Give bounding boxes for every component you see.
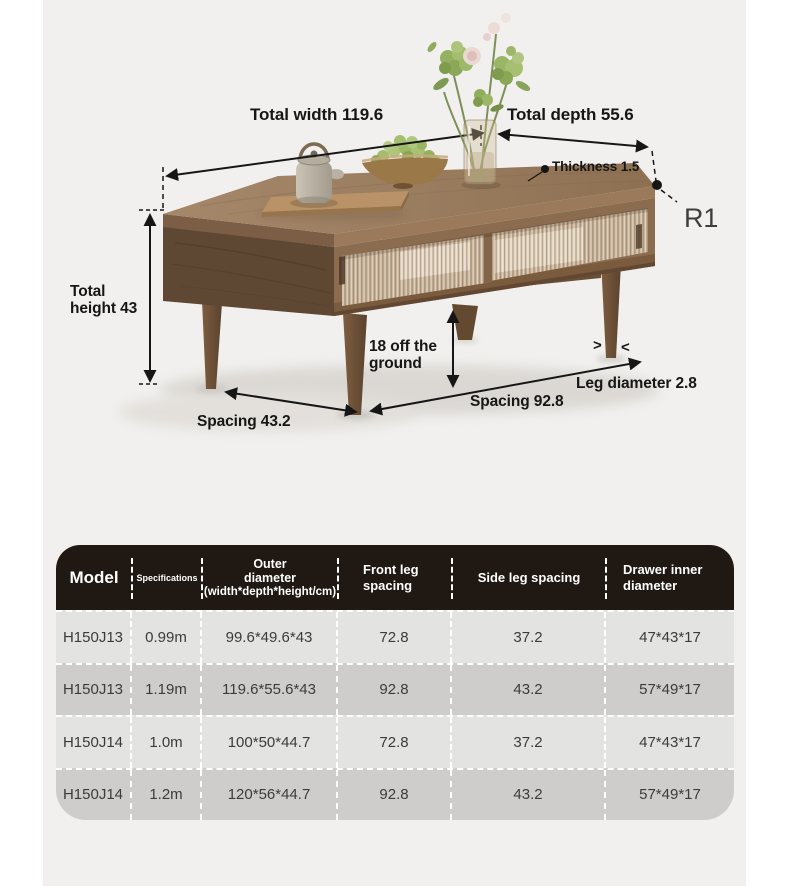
dimension-label-side-spacing: Spacing 43.2 [197,413,291,430]
spec-row [56,610,734,663]
spec-header-side-leg-spacing [452,545,606,610]
spec-cell-drawer-inner-diameter: 57*49*17 [639,786,701,804]
dimension-label-leg-diameter: Leg diameter 2.8 [576,375,697,392]
spec-cell-front-leg-spacing: 72.8 [338,612,452,663]
spec-table-header [56,545,734,610]
dimension-label-ground-clearance: 18 off the ground [369,338,437,373]
table-leg [601,261,621,358]
spec-cell-specification: 1.19m [132,665,202,716]
spec-cell-model: H150J13 [56,612,132,663]
dimension-label-front-spacing: Spacing 92.8 [470,393,564,410]
spec-header-model [56,545,132,610]
spec-cell-outer-diameter: 99.6*49.6*43 [202,612,338,663]
spec-header-drawer-inner-diameter-label: Drawer inner diameter [623,561,703,593]
spec-header-specifications [132,545,202,610]
spec-cell-front-leg-spacing: 72.8 [338,717,452,768]
door-handle [636,224,642,249]
spec-table [56,545,734,820]
dimension-label-thickness: Thickness 1.5 [552,159,640,174]
spec-cell-outer-diameter: 119.6*55.6*43 [202,665,338,716]
spec-cell-side-leg-spacing: 43.2 [452,665,606,716]
spec-cell-model: H150J14 [56,717,132,768]
spec-row [56,768,734,821]
spec-cell-outer-diameter: 100*50*44.7 [202,717,338,768]
door-handle [339,256,345,285]
spec-header-front-leg-spacing [338,545,452,610]
spec-cell-outer-diameter: 120*56*44.7 [202,770,338,821]
spec-cell-specification: 1.2m [132,770,202,821]
spec-header-drawer-inner-diameter [606,545,734,610]
spec-cell-side-leg-spacing: 37.2 [452,717,606,768]
spec-cell-drawer-inner-diameter: 57*49*17 [639,681,701,699]
dimension-label-total-width: Total width 119.6 [250,105,384,124]
glass-vase [464,120,496,184]
spec-cell-front-leg-spacing: 92.8 [338,665,452,716]
dimension-label-corner-radius: R1 [684,203,719,233]
leg-diameter-chevron-right: < [621,339,630,356]
spec-header-side-leg-spacing-label: Side leg spacing [477,570,581,585]
spec-cell-model: H150J14 [56,770,132,821]
spec-header-model-label: Model [69,567,119,587]
spec-cell-drawer-inner-diameter: 47*43*17 [639,628,701,646]
spec-cell-specification: 1.0m [132,717,202,768]
spec-header-specifications-label: Specifications [136,572,198,583]
green-pompom-flower [492,46,524,85]
spec-cell-drawer-inner-diameter: 47*43*17 [639,733,701,751]
dimension-label-total-depth: Total depth 55.6 [507,105,634,124]
spec-cell-specification: 0.99m [132,612,202,663]
spec-cell-side-leg-spacing: 43.2 [452,770,606,821]
spec-header-front-leg-spacing-label: Front leg spacing [363,561,419,593]
spec-header-outer-diameter [202,545,338,610]
door-stile [484,233,492,284]
spec-cell-side-leg-spacing: 37.2 [452,612,606,663]
table-leg [452,304,478,340]
leg-diameter-chevron-left: > [593,337,602,354]
corner-radius-dot [652,180,662,190]
spec-row [56,663,734,716]
thickness-marker-dot [541,165,549,173]
spec-header-outer-diameter-unit: (width*depth*height/cm) [203,586,337,599]
dimension-label-total-height: Total height 43 [70,283,138,318]
depth-dimension-arrow [499,134,647,147]
spec-row [56,715,734,768]
spec-header-outer-diameter-label: Outer diameter [243,556,297,585]
spec-cell-model: H150J13 [56,665,132,716]
spec-cell-front-leg-spacing: 92.8 [338,770,452,821]
